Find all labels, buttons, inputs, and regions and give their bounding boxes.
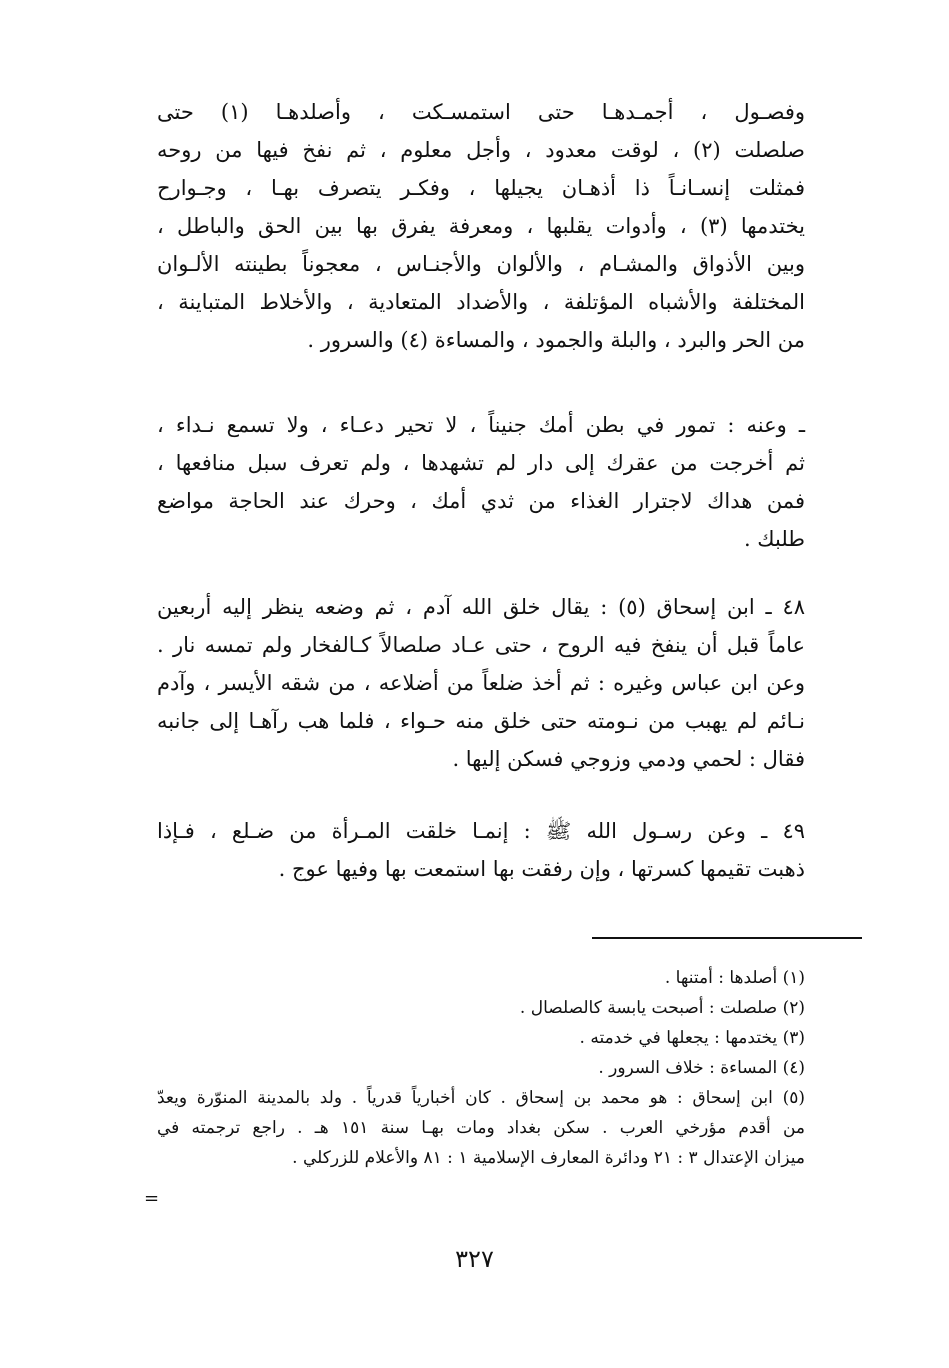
- paragraph-48: [157, 588, 805, 778]
- paragraph-womb: [157, 406, 805, 558]
- text-line: ذهبت تقيمها كسرتها ، وإن رفقت بها استمعت بها وفيها عوج .: [278, 857, 805, 881]
- text-line: ثم أخرجت من عقرك إلى دار لم تشهدها ، ولم تعرف سبل منافعها ،: [157, 451, 805, 475]
- text-line: ٤٩ ـ وعن رسـول الله ﷺ : إنمـا خلقت المـرأة من ضـلع ، فـإذا: [157, 819, 805, 843]
- text-line: ـ وعنه : تمور في بطن أمك جنيناً ، لا تحير دعـاء ، ولا تسمع نـداء ،: [157, 413, 805, 437]
- paragraph-49: [157, 812, 805, 888]
- paragraph-creation-of-man: [157, 93, 805, 359]
- text-line: وبين الأذواق والمشـام ، والألوان والأجنـاس ، معجوناً بطينته الألـوان: [157, 252, 805, 276]
- continuation-mark: =: [144, 1188, 160, 1209]
- footnote-2: (٢) صلصلت : أصبحت يابسة كالصلصال .: [519, 998, 805, 1018]
- footnote-5-line: (٥) ابن إسحاق : هو محمد بن إسحاق . كان أخبارياً قدرياً . ولد بالمدينة المنوّرة ويعدّ: [157, 1088, 805, 1108]
- text-line: المختلفة والأشباه المؤتلفة ، والأضداد المتعادية ، والأخلاط المتباينة ،: [157, 290, 805, 314]
- footnote-4: (٤) المساءة : خلاف السرور .: [598, 1058, 805, 1078]
- text-line: يختدمها (٣) ، وأدوات يقلبها ، ومعرفة يفرق بها بين الحق والباطل ،: [157, 214, 805, 238]
- text-line: وعن ابن عباس وغيره : ثم أخذ ضلعاً من أضلاعه ، من شقه الأيسر ، وآدم: [157, 671, 805, 695]
- text-line: صلصلت (٢) ، لوقت معدود ، وأجل معلوم ، ثم نفخ فيها من روحه: [157, 138, 806, 162]
- text-line: فمن هداك لاجترار الغذاء من ثدي أمك ، وحرك عند الحاجة مواضع: [157, 489, 805, 513]
- text-line: عاماً قبل أن ينفخ فيه الروح ، حتى عـاد صلصالاً كـالفخار ولم تمسه نار .: [157, 633, 805, 657]
- footnote-5-line: ميزان الإعتدال ٣ : ٢١ ودائرة المعارف الإسلامية ١ : ٨١ والأعلام للزركلي .: [292, 1148, 805, 1168]
- footnote-1: (١) أصلدها : أمتنها .: [664, 968, 805, 988]
- text-line: فمثلت إنسـانـاً ذا أذهـان يجيلها ، وفكـر يتصرف بهـا ، وجـوارح: [157, 176, 805, 200]
- footnote-separator: [592, 937, 862, 939]
- text-line: وفصـول ، أجمـدهـا حتى استمسـكت ، وأصلدهـا (١) حتى: [157, 100, 805, 124]
- text-line: فقال : لحمي ودمي وزوجي فسكن إليها .: [452, 747, 805, 771]
- text-line: من الحر والبرد ، والبلة والجمود ، والمساءة (٤) والسرور .: [307, 328, 805, 352]
- text-line: نـائم لم يهبب من نـومته حتى خلق منه حـواء ، فلما هب رآهـا إلى جانبه: [157, 709, 805, 733]
- text-line: طلبك .: [743, 527, 805, 551]
- footnote-5-line: من أقدم مؤرخي العرب . سكن بغداد ومات بهـا سنة ١٥١ هـ . راجع ترجمته في: [157, 1118, 805, 1138]
- page-number: ٣٢٧: [455, 1245, 494, 1273]
- footnote-3: (٣) يختدمها : يجعلها في خدمته .: [579, 1028, 805, 1048]
- text-line: ٤٨ ـ ابن إسحاق (٥) : يقال خلق الله آدم ، ثم وضعه ينظر إليه أربعين: [157, 595, 805, 619]
- footnotes: [157, 963, 805, 1173]
